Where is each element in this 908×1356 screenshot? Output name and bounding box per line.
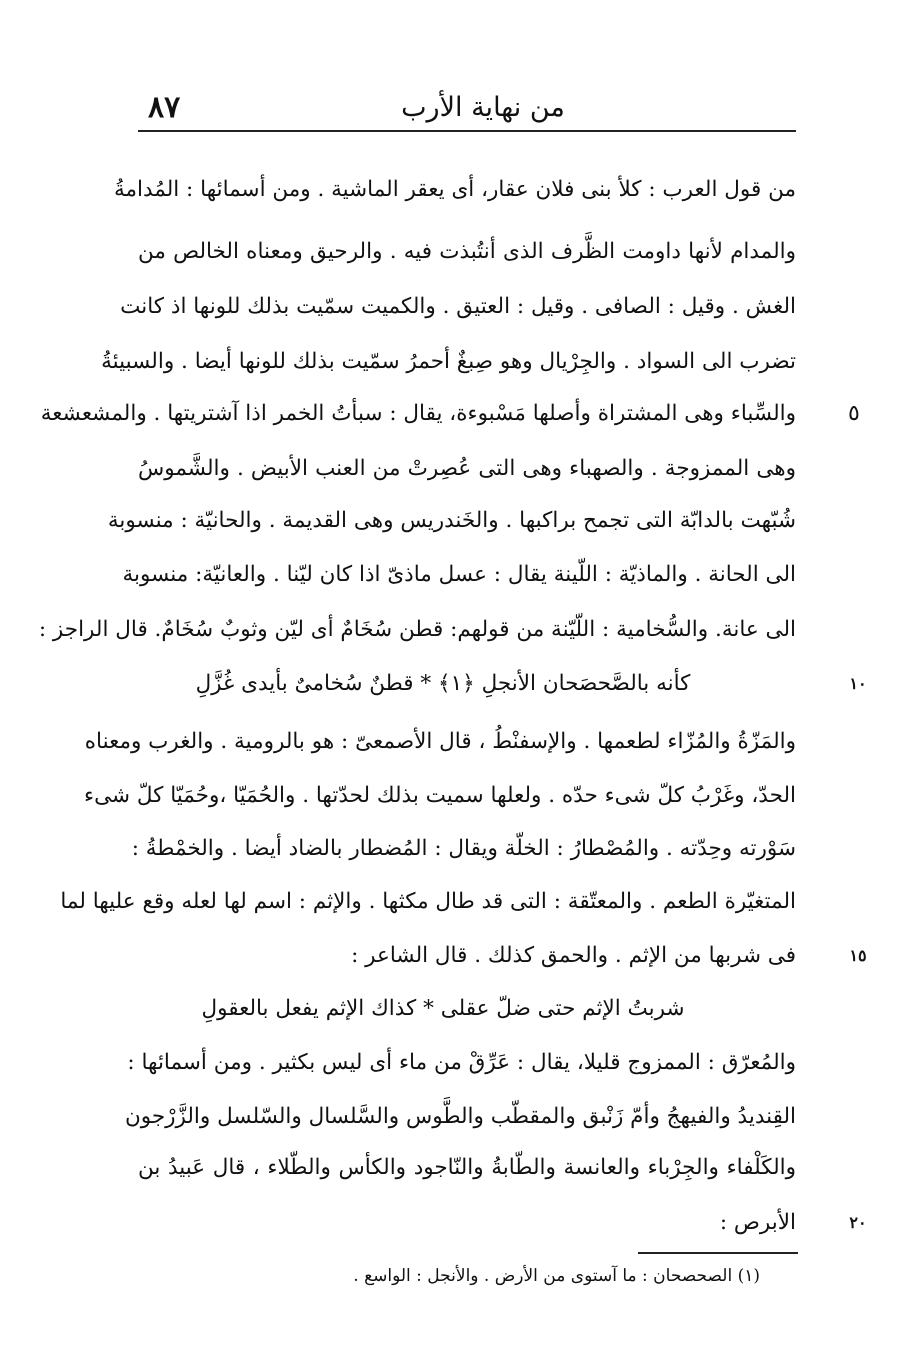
text-line: الحدّ، وغَرْبُ كلّ شىء حدّه . ولعلها سميت بذلك لحدّتها . والحُمَيّا ،وحُمَيّا كلّ شىء — [83, 783, 796, 808]
text-line: المتغيّرة الطعم . والمعتّقة : التى قد طال مكثها . والإثم : اسم لها لعله وقع عليها لما — [60, 889, 796, 914]
line-number-10: ١٠ — [849, 674, 867, 693]
text-line: الأبرص : — [719, 1210, 796, 1235]
footnote: (١) الصحصحان : ما آستوى من الأرض . والأنجل : الواسع . — [353, 1266, 760, 1286]
text-line: القِنديدُ والفيهجُ وأمّ زَنْبق والمقطّب والطَّوس والسَّلسال والسّلسل والزَّرْجون — [124, 1104, 796, 1129]
line-number-5: ٥ — [848, 401, 860, 426]
text-line: فى شربها من الإثم . والحمق كذلك . قال الشاعر : — [351, 943, 796, 968]
text-line: شُبّهت بالدابّة التى تجمح براكبها . والخَندريس وهى القديمة . والحانيّة : منسوبة — [107, 508, 796, 533]
text-line: وهى الممزوجة . والصهباء وهى التى عُصِرتْ من العنب الأبيض . والشَّموسُ — [138, 456, 796, 481]
text-line: الى الحانة . والماذيّة : اللّينة يقال : عسل ماذىّ اذا كان ليّنا . والعانيّة: منسوبة — [122, 562, 796, 587]
text-line: والمَزّةُ والمُزّاء لطعمها . والإسفنْطُ ، قال الأصمعىّ : هو بالرومية . والغرب ومعناه — [84, 729, 796, 754]
text-line: الى عانة. والسُّخامية : اللّيّنة من قولهم: قطن سُخَامٌ أى ليّن وثوبٌ سُخَامٌ. قال الراجز : — [38, 617, 796, 642]
header-rule — [138, 130, 796, 132]
text-line: من قول العرب : كلأ بنى فلان عقار، أى يعقر الماشية . ومن أسمائها : المُدامةُ — [113, 177, 796, 202]
text-line: والسِّباء وهى المشتراة وأصلها مَسْبوءة، يقال : سبأتُ الخمر اذا آشتريتها . والمشعشعة — [40, 401, 796, 426]
text-line: تضرب الى السواد . والجِرْيال وهو صِبغٌ أحمرُ سمّيت بذلك للونها أيضا . والسبيئةُ — [101, 349, 796, 374]
verse-line: شربتُ الإثم حتى ضلّ عقلى * كذاك الإثم يفعل بالعقولِ — [201, 996, 685, 1021]
text-line: والكَلْفاء والجِرْباء والعانسة والطّابةُ والنّاجود والكأس والطّلاء ، قال عَبيدُ بن — [138, 1155, 796, 1180]
line-number-20: ٢٠ — [849, 1213, 867, 1232]
page-header — [138, 88, 796, 128]
text-line: والمدام لأنها داومت الظَّرف الذى أنتُبذت فيه . والرحيق ومعناه الخالص من — [138, 239, 796, 264]
page-number: ٨٧ — [148, 90, 181, 125]
footnote-rule — [638, 1252, 798, 1254]
text-line: سَوْرته وحِدّته . والمُصْطارُ : الخلّة ويقال : المُضطار بالضاد أيضا . والخمْطةُ : — [131, 836, 796, 861]
line-number-15: ١٥ — [849, 946, 867, 965]
text-line: والمُعرّق : الممزوج قليلا، يقال : عَرِّقْ من ماء أى ليس بكثير . ومن أسمائها : — [127, 1050, 796, 1075]
running-title: من نهاية الأرب — [401, 92, 565, 123]
text-line: الغش . وقيل : الصافى . وقيل : العتيق . والكميت سمّيت بذلك للونها اذ كانت — [120, 294, 796, 319]
verse-line: كأنه بالصَّحصَحان الأنجلِ ﴿١﴾ * قطنٌ سُخامىٌ بأيدى غُزَّلِ — [195, 671, 691, 696]
